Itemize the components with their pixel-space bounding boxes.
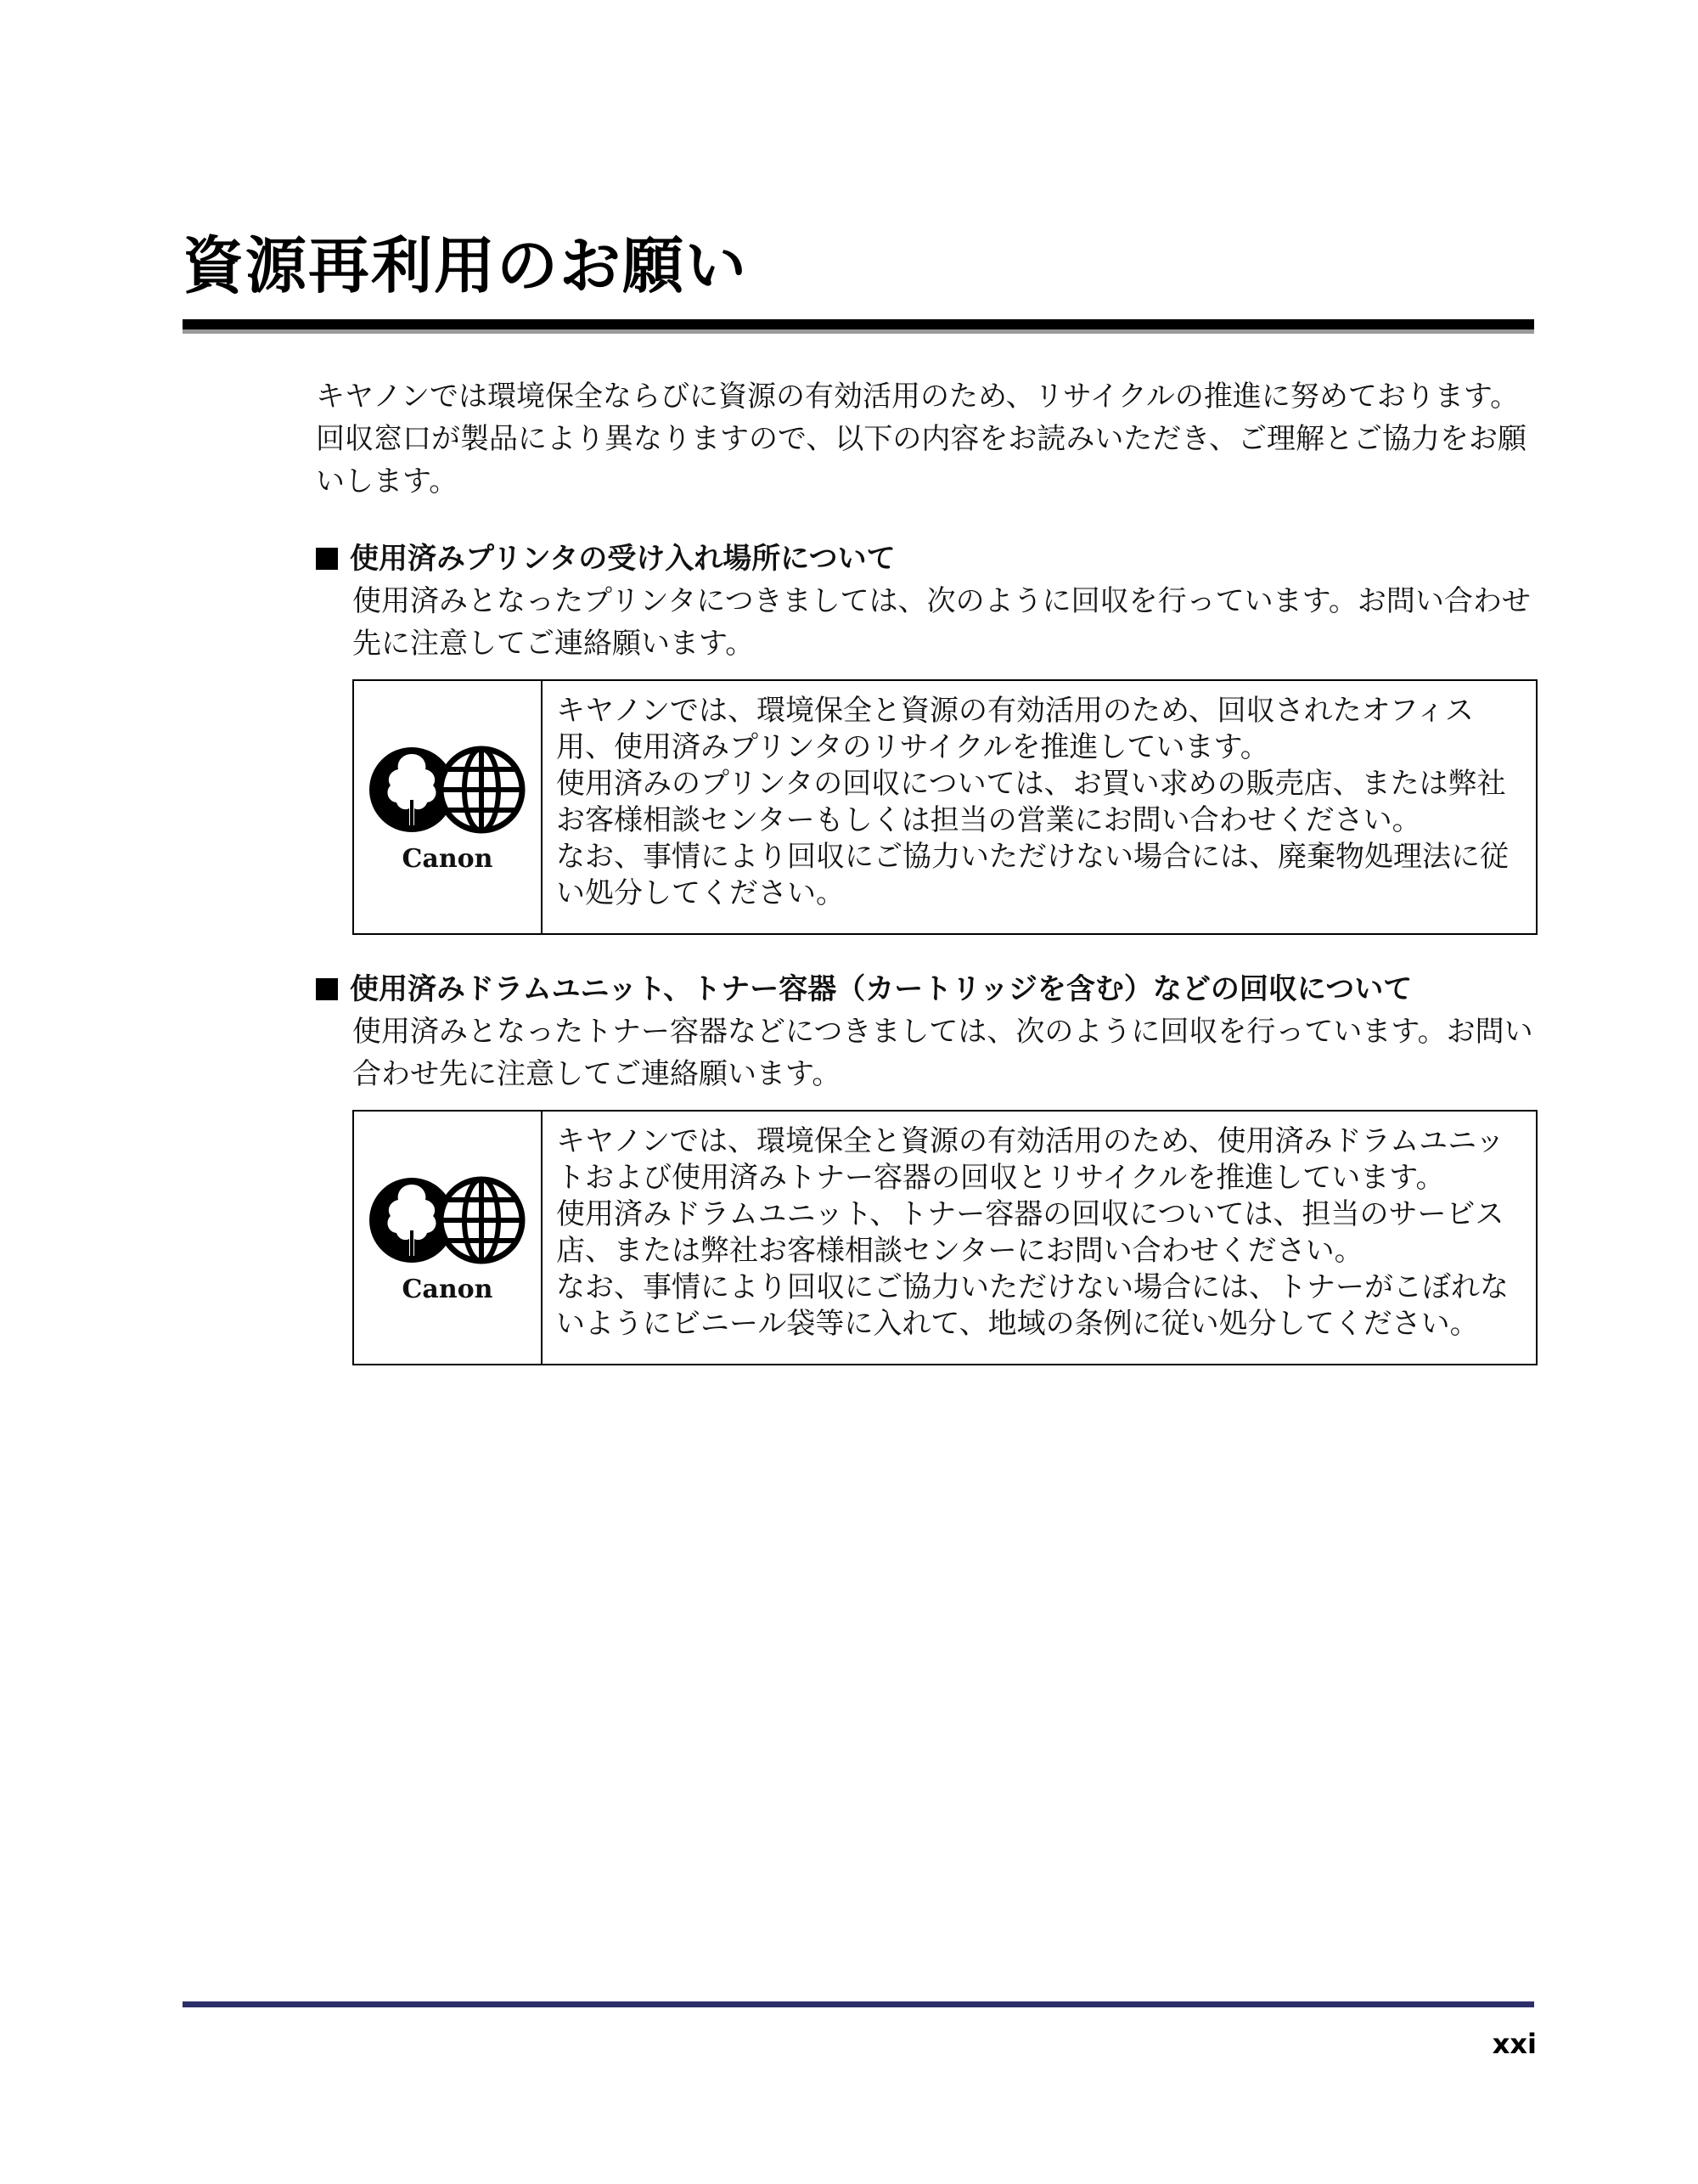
section-body-printers: 使用済みとなったプリンタにつきましては、次のように回収を行っています。お問い合わせ先に注意してご連絡願います。 [352, 584, 1531, 661]
brand-logo-text: Canon [402, 844, 493, 874]
brand-logo-text: Canon [402, 1275, 493, 1304]
tree-globe-icon [369, 740, 526, 841]
notice-paragraph: キヤノンでは、環境保全と資源の有効活用のため、使用済みドラムユニットおよび使用済みトナー容器の回収とリサイクルを推進しています。 [556, 1124, 1504, 1195]
recycle-logo [354, 1112, 543, 1364]
notice-paragraph: なお、事情により回収にご協力いただけない場合には、トナーがこぼれないようにビニール袋等に入れて、地域の条例に従い処分してください。 [556, 1270, 1509, 1341]
square-bullet-icon [316, 548, 338, 570]
intro-paragraph: キヤノンでは環境保全ならびに資源の有効活用のため、リサイクルの推進に努めております。回収窓口が製品により異なりますので、以下の内容をお読みいただき、ご理解とご協力をお願いします。 [316, 380, 1527, 498]
notice-text [543, 1112, 1536, 1364]
page-number: xxi [1492, 2028, 1537, 2060]
section-body-toner: 使用済みとなったトナー容器などにつきましては、次のように回収を行っています。お問い合わせ先に注意してご連絡願います。 [352, 1015, 1533, 1091]
page-title: 資源再利用のお願い [183, 230, 749, 301]
notice-box-printers [352, 679, 1538, 935]
notice-paragraph: 使用済みドラムユニット、トナー容器の回収については、担当のサービス店、または弊社お客様相談センターにお問い合わせください。 [556, 1197, 1504, 1268]
section-heading-text: 使用済みプリンタの受け入れ場所について [350, 542, 896, 576]
notice-paragraph: なお、事情により回収にご協力いただけない場合には、廃棄物処理法に従い処分してください。 [556, 840, 1509, 910]
square-bullet-icon [316, 978, 338, 1000]
notice-paragraph: 使用済みのプリンタの回収については、お買い求めの販売店、または弊社お客様相談センターもしくは担当の営業にお問い合わせください。 [556, 767, 1506, 837]
section-heading-text: 使用済みドラムユニット、トナー容器（カートリッジを含む）などの回収について [350, 972, 1413, 1006]
title-rule [183, 319, 1534, 329]
section-heading-printers [316, 538, 1555, 580]
footer-rule [183, 2001, 1534, 2007]
recycle-logo [354, 681, 543, 933]
notice-box-toner [352, 1110, 1538, 1365]
notice-paragraph: キヤノンでは、環境保全と資源の有効活用のため、回収されたオフィス用、使用済みプリンタのリサイクルを推進しています。 [556, 694, 1474, 764]
notice-text [543, 681, 1536, 933]
title-rule-shadow [183, 329, 1534, 334]
section-heading-toner [316, 968, 1555, 1010]
tree-globe-icon [369, 1171, 526, 1271]
